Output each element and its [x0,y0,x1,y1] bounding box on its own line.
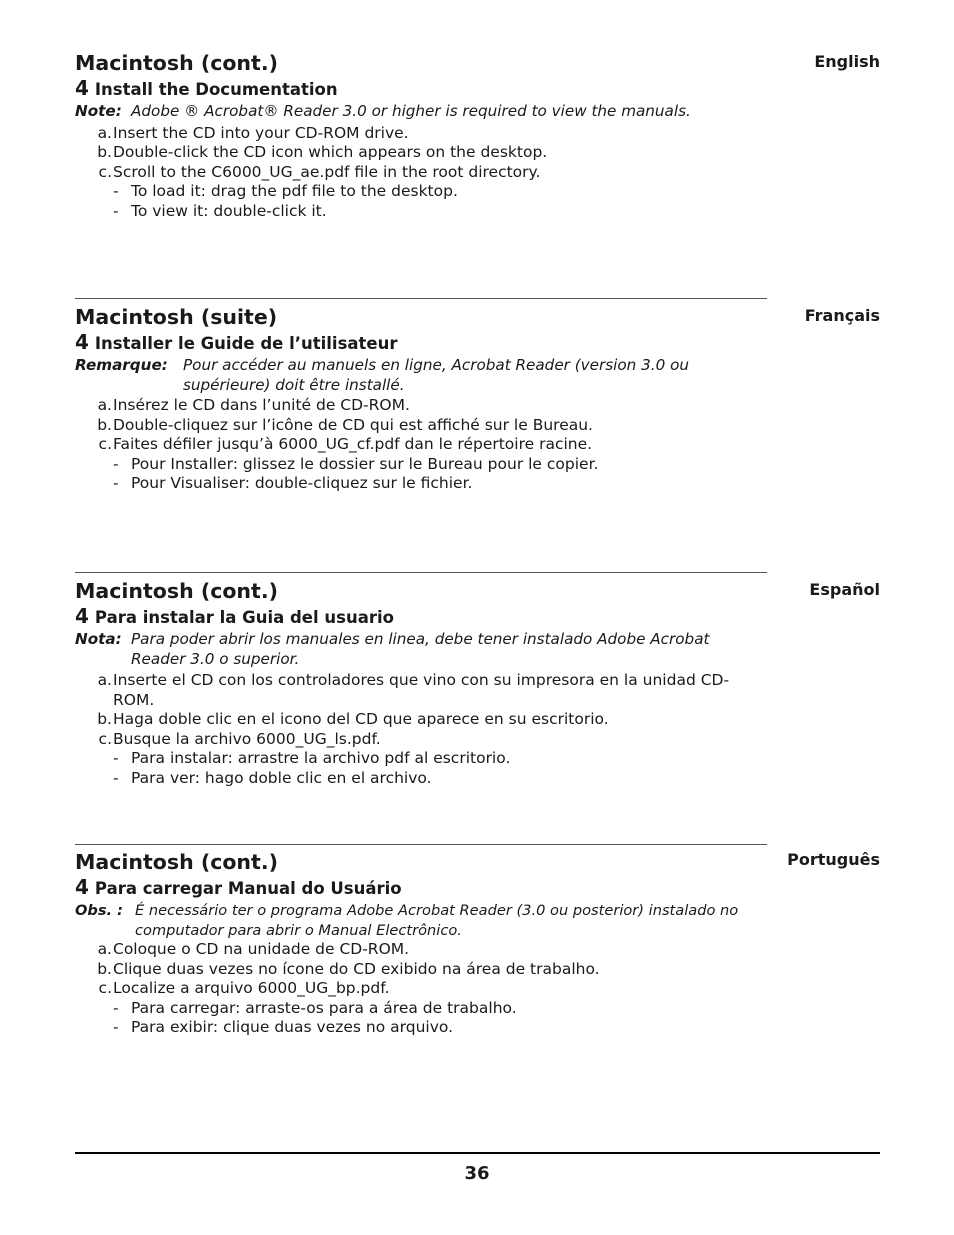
section-divider [75,298,767,299]
step-heading [75,76,880,102]
item-text: Insert the CD into your CD-ROM drive. [113,123,409,142]
item-marker: a. [97,671,112,689]
item-marker: a. [97,396,112,414]
section-title: Macintosh (suite) [75,305,278,329]
list-item [93,979,767,999]
sub-item-text: Para instalar: arrastre la archivo pdf al escritorio. [131,749,511,767]
sub-item: - Para exibir: clique duas vezes no arquivo. [113,1018,454,1036]
section-divider [75,844,767,845]
list-item [93,710,767,730]
sub-item: - To view it: double-click it. [113,201,327,220]
note [75,102,767,122]
instruction-list [75,940,880,1038]
list-item [93,435,767,455]
step-title: Install the Documentation [94,80,338,99]
item-marker: a. [97,940,112,958]
step-heading [75,330,880,356]
step-number: 4 [75,76,89,100]
item-text: Insérez le CD dans l’unité de CD-ROM. [113,396,410,414]
item-text: Double-cliquez sur l’icône de CD qui est affiché sur le Bureau. [113,415,593,434]
list-item [93,671,767,710]
step-heading [75,604,880,630]
sub-item-text: Pour Visualiser: double-cliquez sur le fichier. [131,474,473,492]
item-text: Scroll to the C6000_UG_ae.pdf file in the root directory. [113,162,541,181]
sub-item: - To load it: drag the pdf file to the desktop. [113,182,458,200]
section-francais [75,304,880,494]
item-text: Clique duas vezes no ícone do CD exibido na área de trabalho. [113,959,600,978]
language-label: Português [787,850,880,869]
step-title: Para instalar la Guia del usuario [94,608,394,627]
note-text: É necessário ter o programa Adobe Acrobat Reader (3.0 ou posterior) instalado no computador para abrir o Manual Electrônico. [135,902,739,939]
step-number: 4 [75,330,89,354]
item-marker: c. [98,162,112,181]
section-title: Macintosh (cont.) [75,579,278,603]
item-marker: c. [98,729,112,748]
item-marker: b. [97,415,112,434]
sub-item: - Pour Installer: glissez le dossier sur le Bureau pour le copier. [113,454,599,473]
item-text: Haga doble clic en el icono del CD que aparece en su escritorio. [113,710,609,728]
item-text: Coloque o CD na unidade de CD-ROM. [113,940,410,958]
sub-item-text: Para ver: hago doble clic en el archivo. [131,768,432,787]
item-text: Double-click the CD icon which appears on the desktop. [113,143,548,161]
step-number: 4 [75,604,89,628]
note-text: Adobe ® Acrobat® Reader 3.0 or higher is required to view the manuals. [131,102,691,120]
item-marker: c. [98,435,112,453]
footer-divider [75,1152,880,1154]
sub-item: - Pour Visualiser: double-cliquez sur le fichier. [113,474,473,492]
list-item [93,730,767,750]
section-title: Macintosh (cont.) [75,850,278,874]
note-label: Nota: [75,630,122,648]
note-label: Obs. : [75,902,123,919]
note [75,630,767,669]
list-item [93,124,767,144]
language-label: English [814,52,880,71]
item-marker: a. [97,123,112,142]
sub-item-text: Para carregar: arraste-os para a área de trabalho. [131,998,517,1017]
note-label: Remarque: [75,356,168,374]
language-label: Español [809,580,880,599]
item-text: Localize a arquivo 6000_UG_bp.pdf. [113,979,390,997]
note-text: Para poder abrir los manuales en linea, debe tener instalado Adobe Acrobat Reader 3.0 o superior. [131,630,710,668]
language-label: Français [804,306,880,325]
sub-item: - Para instalar: arrastre la archivo pdf al escritorio. [113,749,511,767]
item-text: Inserte el CD con los controladores que vino con su impresora en la unidad CD-ROM. [113,671,730,709]
sub-item-text: To load it: drag the pdf file to the desktop. [131,182,458,200]
item-marker: b. [97,710,112,728]
instruction-list [75,671,880,788]
note [75,901,767,940]
item-marker: b. [97,143,112,161]
note-text: Pour accéder au manuels en ligne, Acrobat Reader (version 3.0 ou supérieure) doit être installé. [183,356,690,394]
section-portugues [75,849,880,1038]
section-divider [75,572,767,573]
note-label: Note: [75,102,122,120]
section-english [75,50,880,221]
step-heading [75,875,880,901]
step-title: Para carregar Manual do Usuário [94,879,402,898]
sub-item-text: To view it: double-click it. [131,201,327,220]
sub-item: - Para ver: hago doble clic en el archivo. [113,768,432,787]
instruction-list [75,396,880,494]
item-marker: c. [98,979,112,997]
list-item [93,416,767,436]
item-marker: b. [97,959,112,978]
page-number: 36 [464,1163,490,1184]
list-item [93,143,767,163]
item-text: Faites défiler jusqu’à 6000_UG_cf.pdf dan le répertoire racine. [113,435,593,453]
section-espanol [75,578,880,788]
list-item [93,960,767,980]
list-item [93,396,767,416]
section-title: Macintosh (cont.) [75,51,278,75]
list-item [93,940,767,960]
sub-item-text: Pour Installer: glissez le dossier sur le Bureau pour le copier. [131,454,599,473]
sub-item: - Para carregar: arraste-os para a área de trabalho. [113,998,517,1017]
item-text: Busque la archivo 6000_UG_ls.pdf. [113,729,381,748]
step-title: Installer le Guide de l’utilisateur [94,334,398,353]
note [75,356,767,395]
sub-item-text: Para exibir: clique duas vezes no arquivo. [131,1018,454,1036]
step-number: 4 [75,875,89,899]
instruction-list [75,124,880,222]
list-item [93,163,767,183]
